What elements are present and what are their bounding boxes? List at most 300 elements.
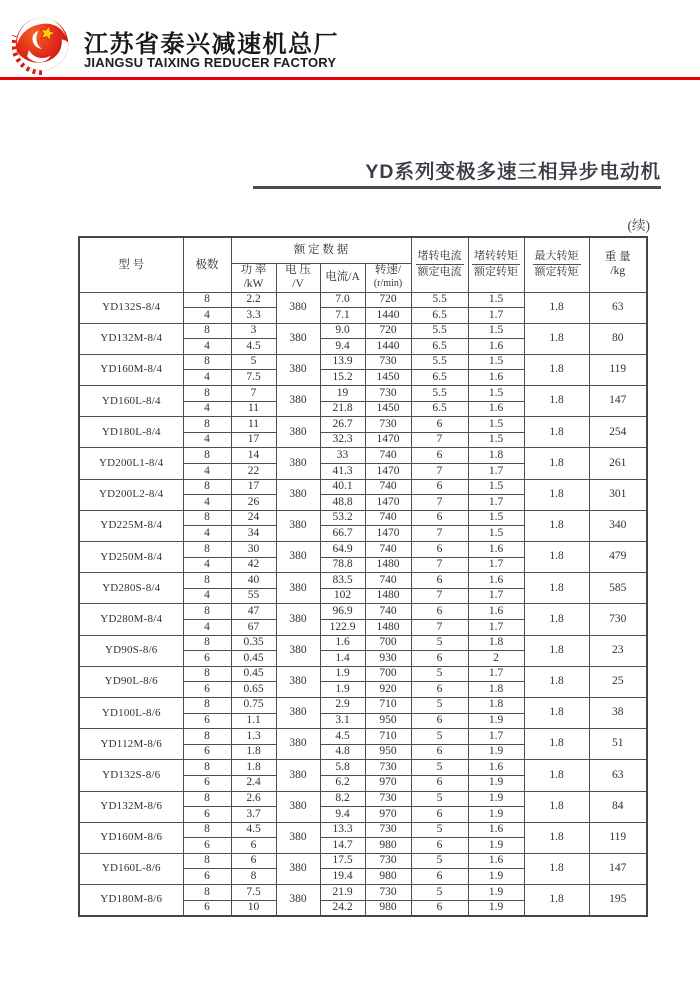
current-cell: 96.9: [320, 604, 365, 620]
speed-cell: 970: [365, 775, 411, 791]
current-cell: 7.1: [320, 308, 365, 324]
model-cell: YD90L-8/6: [79, 666, 183, 697]
locked-current-denominator: 额定电流: [417, 266, 462, 279]
current-cell: 78.8: [320, 557, 365, 573]
locked-torque-ratio-cell: 1.6: [468, 604, 524, 620]
col-header-locked-current-ratio: [411, 237, 468, 292]
model-cell: YD90S-8/6: [79, 635, 183, 666]
poles-cell: 8: [183, 510, 231, 526]
col-header-locked-torque-ratio: [468, 237, 524, 292]
company-name-en: JIANGSU TAIXING REDUCER FACTORY: [84, 55, 337, 70]
col-header-voltage: [276, 263, 320, 292]
locked-torque-ratio-cell: 1.5: [468, 292, 524, 308]
locked-current-ratio-cell: 6.5: [411, 370, 468, 386]
model-cell: YD280M-8/4: [79, 604, 183, 635]
poles-cell: 8: [183, 354, 231, 370]
speed-cell: 730: [365, 354, 411, 370]
model-cell: YD160L-8/4: [79, 386, 183, 417]
locked-torque-ratio-cell: 1.9: [468, 885, 524, 901]
poles-cell: 6: [183, 682, 231, 698]
voltage-cell: 380: [276, 666, 320, 697]
locked-current-ratio-cell: 6: [411, 573, 468, 589]
locked-current-ratio-cell: 7: [411, 526, 468, 542]
spec-row: [79, 448, 647, 464]
power-cell: 7: [231, 386, 276, 402]
factory-logo-gear-star-icon: [12, 13, 72, 75]
locked-torque-ratio-cell: 1.7: [468, 619, 524, 635]
weight-cell: 63: [589, 292, 647, 323]
max-torque-ratio-cell: 1.8: [524, 635, 589, 666]
locked-torque-ratio-cell: 1.6: [468, 370, 524, 386]
current-cell: 21.9: [320, 885, 365, 901]
current-cell: 17.5: [320, 853, 365, 869]
voltage-cell: 380: [276, 697, 320, 728]
poles-cell: 4: [183, 432, 231, 448]
power-cell: 8: [231, 869, 276, 885]
speed-cell: 720: [365, 323, 411, 339]
locked-current-ratio-cell: 5: [411, 885, 468, 901]
voltage-cell: 380: [276, 292, 320, 323]
weight-cell: 63: [589, 760, 647, 791]
model-cell: YD250M-8/4: [79, 542, 183, 573]
speed-cell: 950: [365, 713, 411, 729]
model-cell: YD200L1-8/4: [79, 448, 183, 479]
locked-current-ratio-cell: 5.5: [411, 354, 468, 370]
continued-label: (续): [627, 218, 650, 233]
locked-current-ratio-cell: 6.5: [411, 401, 468, 417]
current-cell: 83.5: [320, 573, 365, 589]
max-torque-ratio-cell: 1.8: [524, 510, 589, 541]
power-header: [241, 264, 267, 292]
poles-cell: 8: [183, 386, 231, 402]
power-cell: 3.7: [231, 807, 276, 823]
poles-cell: 6: [183, 744, 231, 760]
locked-current-ratio-cell: 6: [411, 838, 468, 854]
current-cell: 33: [320, 448, 365, 464]
max-torque-ratio-cell: 1.8: [524, 292, 589, 323]
voltage-cell: 380: [276, 822, 320, 853]
poles-cell: 8: [183, 760, 231, 776]
model-cell: YD160L-8/6: [79, 853, 183, 884]
poles-cell: 8: [183, 292, 231, 308]
speed-cell: 710: [365, 729, 411, 745]
current-cell: 26.7: [320, 417, 365, 433]
speed-cell: 740: [365, 542, 411, 558]
spec-row: [79, 417, 647, 433]
locked-current-ratio-cell: 5: [411, 760, 468, 776]
locked-current-ratio-cell: 7: [411, 464, 468, 480]
max-torque-ratio-cell: 1.8: [524, 791, 589, 822]
locked-current-ratio-cell: 5: [411, 697, 468, 713]
speed-cell: 1470: [365, 432, 411, 448]
max-torque-ratio-cell: 1.8: [524, 323, 589, 354]
power-cell: 0.45: [231, 666, 276, 682]
weight-cell: 254: [589, 417, 647, 448]
locked-current-ratio-cell: 6.5: [411, 339, 468, 355]
weight-cell: 147: [589, 386, 647, 417]
weight-cell: 38: [589, 697, 647, 728]
poles-cell: 8: [183, 791, 231, 807]
voltage-cell: 380: [276, 354, 320, 385]
max-torque-ratio-cell: 1.8: [524, 697, 589, 728]
locked-current-ratio-cell: 5: [411, 791, 468, 807]
max-torque-ratio-cell: 1.8: [524, 604, 589, 635]
locked-torque-ratio-cell: 1.6: [468, 339, 524, 355]
locked-current-ratio-cell: 5.5: [411, 323, 468, 339]
poles-cell: 8: [183, 573, 231, 589]
spec-table: [78, 236, 648, 917]
weight-cell: 261: [589, 448, 647, 479]
locked-torque-ratio-cell: 1.6: [468, 542, 524, 558]
speed-cell: 980: [365, 900, 411, 916]
power-cell: 10: [231, 900, 276, 916]
voltage-cell: 380: [276, 885, 320, 916]
poles-cell: 4: [183, 308, 231, 324]
locked-current-ratio-cell: 6: [411, 869, 468, 885]
spec-table-body: [79, 292, 647, 916]
current-cell: 15.2: [320, 370, 365, 386]
locked-torque-ratio-cell: 1.5: [468, 323, 524, 339]
voltage-cell: 380: [276, 542, 320, 573]
max-torque-ratio-cell: 1.8: [524, 479, 589, 510]
spec-row: [79, 760, 647, 776]
model-cell: YD180M-8/6: [79, 885, 183, 916]
model-cell: YD132M-8/4: [79, 323, 183, 354]
current-cell: 21.8: [320, 401, 365, 417]
locked-torque-ratio-cell: 1.9: [468, 775, 524, 791]
locked-torque-ratio-cell: 1.6: [468, 822, 524, 838]
power-cell: 0.65: [231, 682, 276, 698]
speed-cell: 980: [365, 869, 411, 885]
spec-row: [79, 853, 647, 869]
voltage-cell: 380: [276, 479, 320, 510]
power-cell: 1.8: [231, 744, 276, 760]
spec-row: [79, 822, 647, 838]
model-cell: YD280S-8/4: [79, 573, 183, 604]
max-torque-ratio-cell: 1.8: [524, 666, 589, 697]
locked-current-ratio-cell: 7: [411, 619, 468, 635]
power-cell: 40: [231, 573, 276, 589]
poles-cell: 8: [183, 604, 231, 620]
col-header-poles: 极数: [183, 237, 231, 292]
power-cell: 1.3: [231, 729, 276, 745]
locked-torque-ratio-cell: 1.6: [468, 853, 524, 869]
voltage-cell: 380: [276, 853, 320, 884]
locked-torque-ratio-cell: 1.8: [468, 697, 524, 713]
weight-cell: 585: [589, 573, 647, 604]
max-torque-ratio-cell: 1.8: [524, 354, 589, 385]
poles-cell: 6: [183, 869, 231, 885]
locked-torque-ratio-cell: 1.5: [468, 417, 524, 433]
power-unit: /kW: [243, 277, 264, 290]
max-torque-ratio-cell: 1.8: [524, 729, 589, 760]
power-cell: 0.35: [231, 635, 276, 651]
speed-cell: 1440: [365, 339, 411, 355]
power-cell: 1.1: [231, 713, 276, 729]
weight-cell: 84: [589, 791, 647, 822]
power-cell: 14: [231, 448, 276, 464]
power-cell: 26: [231, 495, 276, 511]
spec-row: [79, 635, 647, 651]
voltage-cell: 380: [276, 573, 320, 604]
locked-torque-ratio-cell: 2: [468, 651, 524, 667]
weight-cell: 119: [589, 822, 647, 853]
speed-label: 转速/: [374, 264, 402, 277]
locked-torque-ratio-cell: 1.6: [468, 573, 524, 589]
table-header-row-1: [79, 237, 647, 263]
locked-torque-ratio-cell: 1.8: [468, 448, 524, 464]
speed-cell: 920: [365, 682, 411, 698]
current-cell: 1.9: [320, 682, 365, 698]
locked-torque-ratio-cell: 1.7: [468, 666, 524, 682]
max-torque-ratio-cell: 1.8: [524, 386, 589, 417]
locked-torque-ratio-cell: 1.9: [468, 900, 524, 916]
max-torque-ratio-cell: 1.8: [524, 822, 589, 853]
speed-cell: 700: [365, 666, 411, 682]
power-cell: 17: [231, 432, 276, 448]
locked-torque-ratio-cell: 1.5: [468, 479, 524, 495]
poles-cell: 8: [183, 853, 231, 869]
power-cell: 7.5: [231, 370, 276, 386]
model-cell: YD160M-8/6: [79, 822, 183, 853]
locked-torque-ratio-cell: 1.5: [468, 526, 524, 542]
current-cell: 41.3: [320, 464, 365, 480]
spec-row: [79, 729, 647, 745]
current-cell: 1.6: [320, 635, 365, 651]
locked-torque-ratio-cell: 1.7: [468, 308, 524, 324]
spec-row: [79, 386, 647, 402]
speed-cell: 1480: [365, 619, 411, 635]
current-cell: 48.8: [320, 495, 365, 511]
weight-cell: 25: [589, 666, 647, 697]
weight-cell: 730: [589, 604, 647, 635]
locked-torque-ratio-cell: 1.7: [468, 495, 524, 511]
locked-current-ratio-cell: 5.5: [411, 386, 468, 402]
current-cell: 32.3: [320, 432, 365, 448]
page-title: YD系列变极多速三相异步电动机: [365, 161, 661, 183]
poles-cell: 4: [183, 339, 231, 355]
voltage-cell: 380: [276, 448, 320, 479]
model-cell: YD200L2-8/4: [79, 479, 183, 510]
speed-cell: 950: [365, 744, 411, 760]
spec-row: [79, 604, 647, 620]
locked-current-ratio-cell: 6: [411, 604, 468, 620]
locked-current-ratio-cell: 6: [411, 417, 468, 433]
poles-cell: 8: [183, 729, 231, 745]
brand-header: [0, 0, 700, 77]
speed-cell: 740: [365, 479, 411, 495]
poles-cell: 8: [183, 417, 231, 433]
locked-current-ratio-cell: 6: [411, 479, 468, 495]
locked-torque-ratio-cell: 1.5: [468, 510, 524, 526]
col-header-model: 型 号: [79, 237, 183, 292]
power-cell: 24: [231, 510, 276, 526]
speed-cell: 710: [365, 697, 411, 713]
locked-current-ratio-cell: 6: [411, 510, 468, 526]
power-cell: 55: [231, 588, 276, 604]
speed-cell: 740: [365, 510, 411, 526]
max-torque-ratio-cell: 1.8: [524, 573, 589, 604]
col-header-power: [231, 263, 276, 292]
max-torque-ratio-cell: 1.8: [524, 853, 589, 884]
weight-label: 重 量: [604, 250, 631, 263]
weight-cell: 80: [589, 323, 647, 354]
locked-current-ratio-cell: 6: [411, 448, 468, 464]
locked-current-ratio-cell: 6: [411, 682, 468, 698]
poles-cell: 6: [183, 713, 231, 729]
current-cell: 40.1: [320, 479, 365, 495]
speed-cell: 1450: [365, 401, 411, 417]
speed-cell: 1480: [365, 588, 411, 604]
voltage-label: 电 压: [285, 263, 311, 276]
max-torque-ratio-cell: 1.8: [524, 448, 589, 479]
current-cell: 4.8: [320, 744, 365, 760]
max-torque-fraction: [533, 250, 581, 279]
poles-cell: 4: [183, 401, 231, 417]
locked-current-ratio-cell: 6.5: [411, 308, 468, 324]
model-cell: YD160M-8/4: [79, 354, 183, 385]
current-cell: 9.0: [320, 323, 365, 339]
company-name-zh: 江苏省泰兴减速机总厂: [84, 31, 339, 58]
voltage-cell: 380: [276, 323, 320, 354]
spec-row: [79, 542, 647, 558]
voltage-cell: 380: [276, 604, 320, 635]
model-cell: YD225M-8/4: [79, 510, 183, 541]
current-cell: 1.4: [320, 651, 365, 667]
poles-cell: 8: [183, 323, 231, 339]
current-cell: 122.9: [320, 619, 365, 635]
power-cell: 22: [231, 464, 276, 480]
voltage-cell: 380: [276, 635, 320, 666]
speed-cell: 1470: [365, 495, 411, 511]
poles-cell: 6: [183, 838, 231, 854]
power-cell: 11: [231, 401, 276, 417]
weight-cell: 479: [589, 542, 647, 573]
locked-current-ratio-cell: 6: [411, 744, 468, 760]
col-header-speed: [365, 263, 411, 292]
max-torque-ratio-cell: 1.8: [524, 760, 589, 791]
current-cell: 66.7: [320, 526, 365, 542]
power-cell: 1.8: [231, 760, 276, 776]
locked-torque-ratio-cell: 1.9: [468, 713, 524, 729]
current-cell: 4.5: [320, 729, 365, 745]
current-cell: 19.4: [320, 869, 365, 885]
poles-cell: 8: [183, 448, 231, 464]
poles-cell: 8: [183, 479, 231, 495]
power-cell: 30: [231, 542, 276, 558]
max-torque-ratio-cell: 1.8: [524, 417, 589, 448]
power-cell: 3.3: [231, 308, 276, 324]
poles-cell: 8: [183, 635, 231, 651]
power-cell: 47: [231, 604, 276, 620]
speed-cell: 730: [365, 760, 411, 776]
speed-cell: 1450: [365, 370, 411, 386]
weight-cell: 119: [589, 354, 647, 385]
speed-cell: 980: [365, 838, 411, 854]
spec-row: [79, 666, 647, 682]
voltage-cell: 380: [276, 510, 320, 541]
locked-current-numerator: 堵转电流: [416, 250, 464, 265]
current-cell: 13.9: [320, 354, 365, 370]
poles-cell: 4: [183, 370, 231, 386]
locked-torque-ratio-cell: 1.5: [468, 354, 524, 370]
locked-current-ratio-cell: 6: [411, 775, 468, 791]
speed-cell: 720: [365, 292, 411, 308]
current-cell: 8.2: [320, 791, 365, 807]
speed-cell: 730: [365, 386, 411, 402]
current-cell: 13.3: [320, 822, 365, 838]
power-cell: 5: [231, 354, 276, 370]
locked-current-ratio-cell: 5.5: [411, 292, 468, 308]
speed-cell: 700: [365, 635, 411, 651]
power-cell: 2.4: [231, 775, 276, 791]
locked-torque-numerator: 堵转转矩: [472, 250, 520, 265]
speed-cell: 930: [365, 651, 411, 667]
poles-cell: 6: [183, 651, 231, 667]
locked-torque-fraction: [472, 250, 520, 279]
weight-cell: 340: [589, 510, 647, 541]
current-cell: 3.1: [320, 713, 365, 729]
col-header-current: 电流/A: [320, 263, 365, 292]
spec-row: [79, 885, 647, 901]
current-cell: 9.4: [320, 807, 365, 823]
power-cell: 34: [231, 526, 276, 542]
max-torque-ratio-cell: 1.8: [524, 885, 589, 916]
col-header-weight: [589, 237, 647, 292]
locked-torque-ratio-cell: 1.9: [468, 869, 524, 885]
locked-current-ratio-cell: 5: [411, 635, 468, 651]
title-underline: [253, 186, 661, 189]
voltage-unit: /V: [292, 277, 304, 290]
locked-torque-ratio-cell: 1.7: [468, 464, 524, 480]
model-cell: YD132M-8/6: [79, 791, 183, 822]
speed-unit: (r/min): [373, 278, 403, 290]
speed-cell: 730: [365, 853, 411, 869]
poles-cell: 4: [183, 526, 231, 542]
poles-cell: 8: [183, 822, 231, 838]
locked-current-ratio-cell: 7: [411, 588, 468, 604]
locked-current-ratio-cell: 6: [411, 900, 468, 916]
power-cell: 11: [231, 417, 276, 433]
model-cell: YD112M-8/6: [79, 729, 183, 760]
weight-cell: 301: [589, 479, 647, 510]
voltage-cell: 380: [276, 417, 320, 448]
power-cell: 67: [231, 619, 276, 635]
max-torque-numerator: 最大转矩: [533, 250, 581, 265]
power-cell: 17: [231, 479, 276, 495]
locked-current-ratio-cell: 7: [411, 432, 468, 448]
power-cell: 2.6: [231, 791, 276, 807]
speed-cell: 730: [365, 822, 411, 838]
power-cell: 0.45: [231, 651, 276, 667]
voltage-cell: 380: [276, 791, 320, 822]
locked-torque-ratio-cell: 1.6: [468, 401, 524, 417]
weight-header: [605, 251, 631, 279]
locked-torque-ratio-cell: 1.9: [468, 838, 524, 854]
speed-cell: 740: [365, 448, 411, 464]
spec-row: [79, 323, 647, 339]
poles-cell: 8: [183, 666, 231, 682]
locked-torque-ratio-cell: 1.5: [468, 386, 524, 402]
model-cell: YD132S-8/6: [79, 760, 183, 791]
locked-torque-ratio-cell: 1.9: [468, 744, 524, 760]
power-cell: 3: [231, 323, 276, 339]
power-cell: 6: [231, 853, 276, 869]
voltage-cell: 380: [276, 729, 320, 760]
max-torque-ratio-cell: 1.8: [524, 542, 589, 573]
spec-row: [79, 354, 647, 370]
poles-cell: 8: [183, 885, 231, 901]
